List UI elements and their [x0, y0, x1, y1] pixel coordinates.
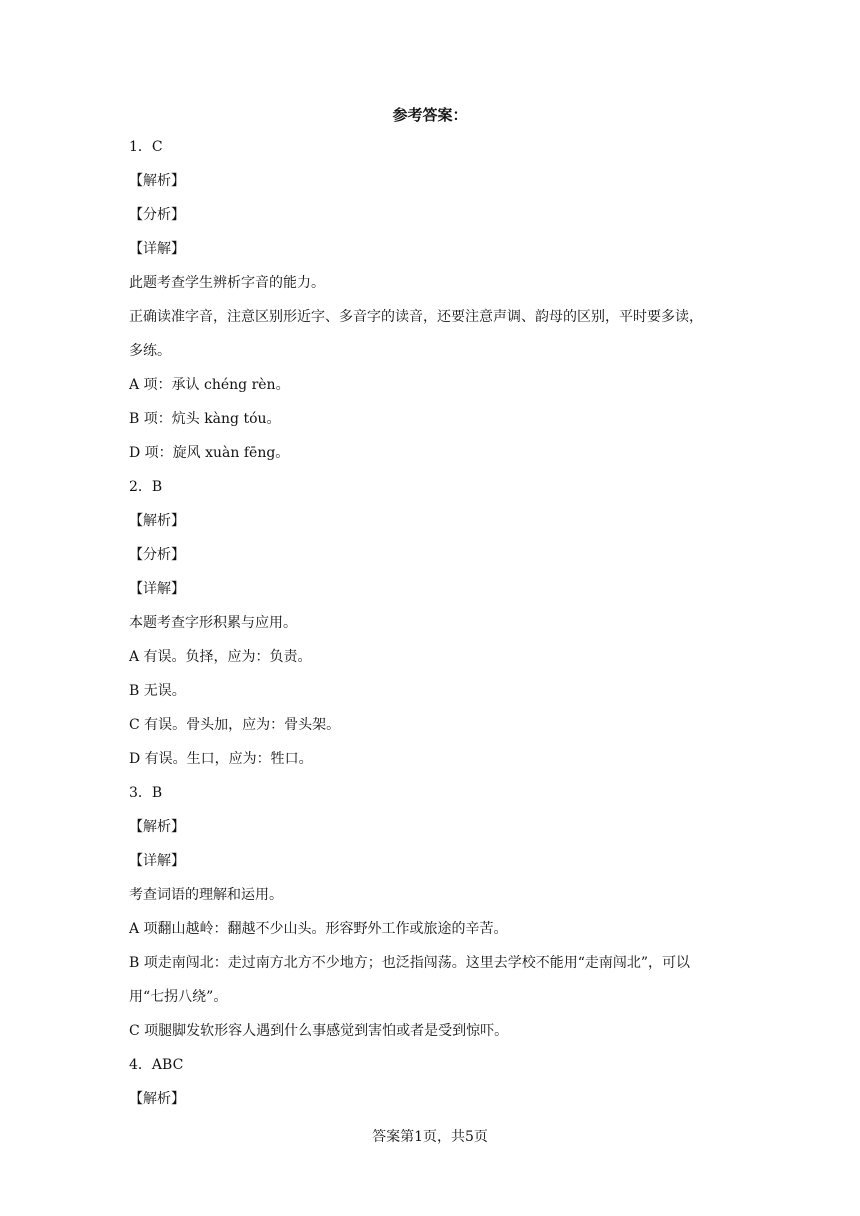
- option-note: 用“七拐八绕”。: [129, 989, 228, 1005]
- answer-body: [129, 130, 734, 1116]
- option-note: B 无误。: [129, 683, 186, 699]
- option-note: D 项：旋风 xuàn fēng。: [129, 445, 290, 461]
- explanation-line: 多练。: [129, 343, 171, 359]
- option-note: C 有误。骨头加，应为：骨头架。: [129, 717, 341, 733]
- option-note: B 项：炕头 kàng tóu。: [129, 411, 281, 427]
- explanation-line: 本题考查字形积累与应用。: [129, 615, 297, 631]
- answer-number: 2．B: [129, 479, 163, 495]
- section-tag-detail: 【详解】: [129, 853, 185, 869]
- answer-number: 1．C: [129, 139, 163, 155]
- section-tag-analysis: 【解析】: [129, 513, 185, 529]
- option-note: D 有误。生口，应为：牲口。: [129, 751, 313, 767]
- option-note: A 有误。负择，应为：负责。: [129, 649, 312, 665]
- explanation-line: 正确读准字音，注意区别形近字、多音字的读音，还要注意声调、韵母的区别，平时要多读，: [129, 309, 703, 325]
- section-tag-detail: 【详解】: [129, 241, 185, 257]
- option-note: B 项走南闯北：走过南方北方不少地方；也泛指闯荡。这里去学校不能用“走南闯北”，可以: [129, 955, 691, 971]
- option-note: C 项腿脚发软形容人遇到什么事感觉到害怕或者是受到惊吓。: [129, 1023, 509, 1039]
- section-tag-analysis: 【解析】: [129, 819, 185, 835]
- explanation-line: 考查词语的理解和运用。: [129, 887, 283, 903]
- section-tag-breakdown: 【分析】: [129, 547, 185, 563]
- answer-number: 4．ABC: [129, 1057, 184, 1073]
- option-note: A 项翻山越岭：翻越不少山头。形容野外工作或旅途的辛苦。: [129, 921, 508, 937]
- option-note: A 项：承认 chéng rèn。: [129, 377, 290, 393]
- section-tag-analysis: 【解析】: [129, 173, 185, 189]
- section-tag-breakdown: 【分析】: [129, 207, 185, 223]
- page-title: 参考答案：: [392, 106, 468, 124]
- page-footer: 答案第1页，共5页: [372, 1129, 488, 1145]
- section-tag-analysis: 【解析】: [129, 1091, 185, 1107]
- section-tag-detail: 【详解】: [129, 581, 185, 597]
- answer-number: 3．B: [129, 785, 163, 801]
- explanation-line: 此题考查学生辨析字音的能力。: [129, 275, 325, 291]
